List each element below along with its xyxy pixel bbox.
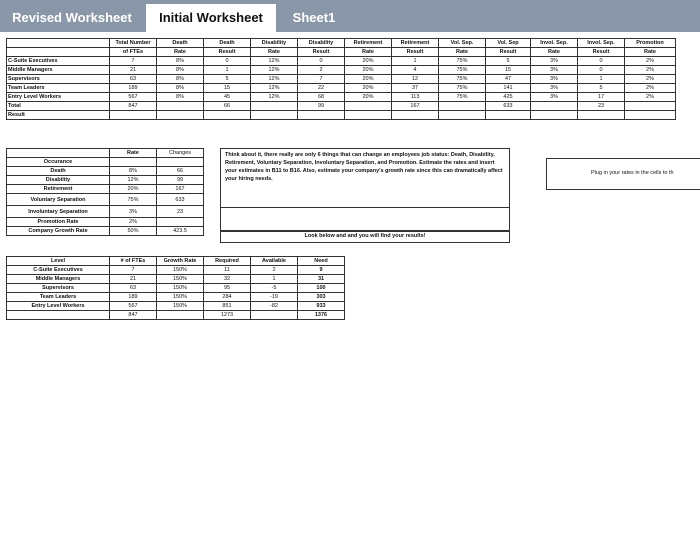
row-label[interactable]: Entry Level Workers (7, 302, 110, 311)
table-cell[interactable]: 0 (578, 66, 625, 75)
header-cell[interactable]: Need (298, 257, 345, 266)
table-cell[interactable]: 150% (157, 293, 204, 302)
row-label[interactable]: Promotion Rate (7, 218, 110, 227)
tab-sheet1[interactable]: Sheet1 (292, 10, 336, 25)
rate-cell[interactable]: 8% (110, 167, 157, 176)
changes-cell[interactable]: 99 (157, 176, 204, 185)
row-label[interactable]: Team Leaders (7, 84, 110, 93)
table-cell[interactable]: 2 (298, 66, 345, 75)
table-cell[interactable] (578, 111, 625, 120)
table-cell[interactable]: 284 (204, 293, 251, 302)
table-cell[interactable]: 63 (110, 75, 157, 84)
table-row (7, 66, 676, 75)
table-cell[interactable]: 167 (392, 102, 439, 111)
header-row (7, 149, 204, 158)
header-row (7, 39, 676, 48)
table-cell[interactable]: 2% (625, 84, 676, 93)
rate-cell[interactable]: 12% (110, 176, 157, 185)
table-cell[interactable]: 63 (110, 284, 157, 293)
header-cell[interactable]: Invol. Sep. (531, 39, 578, 48)
table-cell[interactable]: 22 (298, 84, 345, 93)
table-cell[interactable] (251, 102, 298, 111)
header-row (7, 48, 676, 57)
table-cell[interactable]: 11 (204, 266, 251, 275)
table-cell[interactable] (157, 102, 204, 111)
row-label[interactable]: Entry Level Workers (7, 93, 110, 102)
header-cell[interactable]: Rate (531, 48, 578, 57)
table-cell[interactable]: 3% (531, 75, 578, 84)
row-label[interactable]: Involuntary Separation (7, 206, 110, 218)
header-cell[interactable]: Rate (157, 48, 204, 57)
header-cell[interactable]: Available (251, 257, 298, 266)
table-row (7, 218, 204, 227)
table-cell[interactable]: 189 (110, 84, 157, 93)
results-hint (220, 231, 510, 243)
table-cell[interactable] (204, 111, 251, 120)
table-cell[interactable]: 189 (110, 293, 157, 302)
table-cell[interactable]: 3% (531, 57, 578, 66)
header-cell[interactable]: of FTEs (110, 48, 157, 57)
table-cell[interactable]: 933 (298, 302, 345, 311)
table-row (7, 266, 345, 275)
table-cell[interactable]: 12% (251, 57, 298, 66)
table-cell[interactable]: 2% (625, 57, 676, 66)
table-cell[interactable]: 150% (157, 284, 204, 293)
table-cell[interactable]: 100 (298, 284, 345, 293)
table-cell[interactable]: 45 (204, 93, 251, 102)
table-cell[interactable]: 20% (345, 66, 392, 75)
table-cell[interactable]: 0 (298, 57, 345, 66)
instructions-note (220, 148, 510, 208)
table-cell[interactable] (110, 111, 157, 120)
header-cell[interactable]: Result (204, 48, 251, 57)
table-cell[interactable]: 20% (345, 57, 392, 66)
header-cell[interactable]: Death (204, 39, 251, 48)
header-cell[interactable]: Growth Rate (157, 257, 204, 266)
table-cell[interactable]: 1376 (298, 311, 345, 320)
row-label[interactable]: Supervisors (7, 75, 110, 84)
table-cell[interactable]: 3% (531, 84, 578, 93)
header-cell[interactable]: Invol. Sep. (578, 39, 625, 48)
table-cell[interactable]: 9 (298, 266, 345, 275)
table-cell[interactable] (298, 111, 345, 120)
table-cell[interactable] (439, 111, 486, 120)
table-cell[interactable]: 31 (298, 275, 345, 284)
row-label[interactable] (7, 311, 110, 320)
table-row (7, 102, 676, 111)
table-row (7, 176, 204, 185)
table-cell[interactable]: 12% (251, 84, 298, 93)
header-cell[interactable]: Vol. Sep. (439, 39, 486, 48)
table-cell[interactable] (486, 111, 531, 120)
row-label[interactable]: C-Suite Executives (7, 266, 110, 275)
changes-cell[interactable]: 423.5 (157, 227, 204, 236)
sheet-tab-bar (0, 0, 700, 32)
header-cell[interactable]: Level (7, 257, 110, 266)
table-cell[interactable]: 0 (204, 57, 251, 66)
table-cell[interactable] (392, 111, 439, 120)
table-cell[interactable]: 8% (157, 57, 204, 66)
table-cell[interactable]: 3% (531, 66, 578, 75)
table-cell[interactable]: 8% (157, 66, 204, 75)
table-cell[interactable]: -19 (251, 293, 298, 302)
header-cell[interactable]: Rate (345, 48, 392, 57)
table-cell[interactable]: 303 (298, 293, 345, 302)
table-cell[interactable]: 12 (392, 75, 439, 84)
rate-cell[interactable]: 20% (110, 185, 157, 194)
table-cell[interactable]: 2% (625, 93, 676, 102)
table-row (7, 284, 345, 293)
plug-rates-text: Plug in your rates in the cells to th (591, 170, 674, 176)
table-row (7, 227, 204, 236)
table-cell[interactable]: 21 (110, 66, 157, 75)
table-cell[interactable]: 7 (110, 57, 157, 66)
row-label[interactable]: Middle Managers (7, 275, 110, 284)
table-cell[interactable] (251, 111, 298, 120)
table-cell[interactable]: 113 (392, 93, 439, 102)
table-cell[interactable]: 8% (157, 84, 204, 93)
table-cell[interactable]: 567 (110, 302, 157, 311)
table-cell[interactable]: 1 (392, 57, 439, 66)
table-cell[interactable] (157, 111, 204, 120)
table-cell[interactable] (625, 111, 676, 120)
table-row (7, 206, 204, 218)
table-cell[interactable]: 12% (251, 66, 298, 75)
table-cell[interactable]: 8% (157, 75, 204, 84)
table-row (7, 311, 345, 320)
row-label[interactable]: Voluntary Separation (7, 194, 110, 206)
changes-cell[interactable] (157, 158, 204, 167)
row-label[interactable]: C-Suite Executives (7, 57, 110, 66)
table-row (7, 194, 204, 206)
header-cell[interactable]: Rate (439, 48, 486, 57)
table-cell[interactable]: 21 (110, 275, 157, 284)
table-cell[interactable] (345, 102, 392, 111)
table-cell[interactable]: 633 (486, 102, 531, 111)
hiring-needs-table (6, 256, 345, 320)
header-cell[interactable]: # of FTEs (110, 257, 157, 266)
rate-cell[interactable] (110, 158, 157, 167)
table-row (7, 185, 204, 194)
header-cell[interactable]: Total Number (110, 39, 157, 48)
table-cell[interactable]: 75% (439, 75, 486, 84)
rate-cell[interactable]: 2% (110, 218, 157, 227)
table-cell[interactable]: 15 (204, 84, 251, 93)
row-label[interactable]: Team Leaders (7, 293, 110, 302)
row-label[interactable]: Total (7, 102, 110, 111)
occurance-rates-table (6, 148, 204, 236)
table-cell[interactable]: 2 (251, 266, 298, 275)
table-cell[interactable] (625, 102, 676, 111)
header-cell[interactable]: Rate (625, 48, 676, 57)
table-cell[interactable]: 5 (486, 57, 531, 66)
table-cell[interactable]: 7 (298, 75, 345, 84)
table-cell[interactable]: 847 (110, 311, 157, 320)
table-cell[interactable]: -82 (251, 302, 298, 311)
row-label[interactable]: Middle Managers (7, 66, 110, 75)
rate-cell[interactable]: 75% (110, 194, 157, 206)
table-cell[interactable]: 150% (157, 275, 204, 284)
table-cell[interactable]: 1 (204, 66, 251, 75)
header-cell[interactable] (7, 48, 110, 57)
header-cell[interactable]: Result (392, 48, 439, 57)
row-label[interactable]: Retirement (7, 185, 110, 194)
table-cell[interactable]: 851 (204, 302, 251, 311)
table-cell[interactable]: 75% (439, 57, 486, 66)
table-cell[interactable]: 150% (157, 302, 204, 311)
table-cell[interactable]: 5 (578, 84, 625, 93)
changes-cell[interactable]: 66 (157, 167, 204, 176)
table-cell[interactable]: 75% (439, 66, 486, 75)
table-row (7, 302, 345, 311)
table-cell[interactable]: 32 (204, 275, 251, 284)
header-cell[interactable]: Disability (251, 39, 298, 48)
table-cell[interactable]: 847 (110, 102, 157, 111)
row-label[interactable]: Supervisors (7, 284, 110, 293)
table-cell[interactable]: 17 (578, 93, 625, 102)
changes-cell[interactable]: 633 (157, 194, 204, 206)
header-cell[interactable]: Result (578, 48, 625, 57)
table-cell[interactable]: 8% (157, 93, 204, 102)
table-cell[interactable]: -5 (251, 284, 298, 293)
table-cell[interactable]: 20% (345, 75, 392, 84)
header-cell[interactable]: Disability (298, 39, 345, 48)
table-cell[interactable]: 150% (157, 266, 204, 275)
instructions-note-lower (220, 208, 510, 231)
table-cell[interactable]: 7 (110, 266, 157, 275)
header-cell[interactable]: Death (157, 39, 204, 48)
plug-rates-box (546, 158, 700, 190)
table-cell[interactable]: 75% (439, 84, 486, 93)
header-cell[interactable]: Promotion (625, 39, 676, 48)
table-cell[interactable]: 15 (486, 66, 531, 75)
table-cell[interactable]: 3% (531, 93, 578, 102)
header-cell[interactable]: Retirement (392, 39, 439, 48)
row-label[interactable]: Disability (7, 176, 110, 185)
table-cell[interactable]: 75% (439, 93, 486, 102)
results-hint-text: Look below and and you will find your results! (304, 233, 426, 239)
table-cell[interactable]: 141 (486, 84, 531, 93)
rate-cell[interactable]: 50% (110, 227, 157, 236)
table-cell[interactable]: 2% (625, 75, 676, 84)
rate-cell[interactable]: 3% (110, 206, 157, 218)
table-cell[interactable]: 66 (204, 102, 251, 111)
table-cell[interactable]: 1273 (204, 311, 251, 320)
table-cell[interactable] (531, 102, 578, 111)
header-cell[interactable]: Result (486, 48, 531, 57)
table-cell[interactable]: 1 (251, 275, 298, 284)
header-row (7, 257, 345, 266)
table-cell[interactable]: 4 (392, 66, 439, 75)
header-cell[interactable]: Changes (157, 149, 204, 158)
table-cell[interactable]: 425 (486, 93, 531, 102)
tab-revised-worksheet[interactable]: Revised Worksheet (12, 10, 132, 25)
header-cell[interactable] (7, 149, 110, 158)
row-label[interactable]: Death (7, 167, 110, 176)
header-cell[interactable]: Required (204, 257, 251, 266)
table-cell[interactable]: 20% (345, 84, 392, 93)
table-cell[interactable]: 12% (251, 93, 298, 102)
table-row (7, 158, 204, 167)
table-row (7, 84, 676, 93)
instructions-text: Think about it, there really are only 6 things that can change an employees job status: Death, Disability, Retirement, Voluntary Separation, Involuntary Separation, and Promotion. Estimate the rates and insert your estimates in B11 to B16. Also, estimate your company's growth rate since this can dramatically affect your hiring needs. (225, 152, 503, 182)
header-cell[interactable]: Retirement (345, 39, 392, 48)
table-cell[interactable] (251, 311, 298, 320)
table-row (7, 111, 676, 120)
table-cell[interactable]: 95 (204, 284, 251, 293)
header-cell[interactable]: Vol. Sep (486, 39, 531, 48)
row-label[interactable]: Company Growth Rate (7, 227, 110, 236)
row-label[interactable]: Result (7, 111, 110, 120)
table-row (7, 57, 676, 66)
table-cell[interactable]: 99 (298, 102, 345, 111)
table-cell[interactable]: 23 (578, 102, 625, 111)
table-cell[interactable]: 47 (486, 75, 531, 84)
table-cell[interactable] (345, 111, 392, 120)
changes-cell[interactable] (157, 218, 204, 227)
table-row (7, 93, 676, 102)
header-cell[interactable]: Result (298, 48, 345, 57)
header-cell[interactable]: Rate (251, 48, 298, 57)
table-row (7, 293, 345, 302)
table-cell[interactable]: 1 (578, 75, 625, 84)
rates-results-table (6, 38, 676, 120)
header-cell[interactable] (7, 39, 110, 48)
table-cell[interactable] (157, 311, 204, 320)
table-row (7, 275, 345, 284)
header-cell[interactable]: Rate (110, 149, 157, 158)
changes-cell[interactable]: 167 (157, 185, 204, 194)
table-cell[interactable] (531, 111, 578, 120)
table-cell[interactable]: 68 (298, 93, 345, 102)
table-cell[interactable]: 12% (251, 75, 298, 84)
table-row (7, 167, 204, 176)
table-cell[interactable]: 0 (578, 57, 625, 66)
table-cell[interactable]: 5 (204, 75, 251, 84)
table-cell[interactable]: 37 (392, 84, 439, 93)
table-cell[interactable]: 20% (345, 93, 392, 102)
tab-initial-worksheet[interactable]: Initial Worksheet (146, 4, 276, 32)
changes-cell[interactable]: 23 (157, 206, 204, 218)
row-label[interactable]: Occurance (7, 158, 110, 167)
table-cell[interactable]: 567 (110, 93, 157, 102)
table-cell[interactable] (439, 102, 486, 111)
table-cell[interactable]: 2% (625, 66, 676, 75)
table-row (7, 75, 676, 84)
